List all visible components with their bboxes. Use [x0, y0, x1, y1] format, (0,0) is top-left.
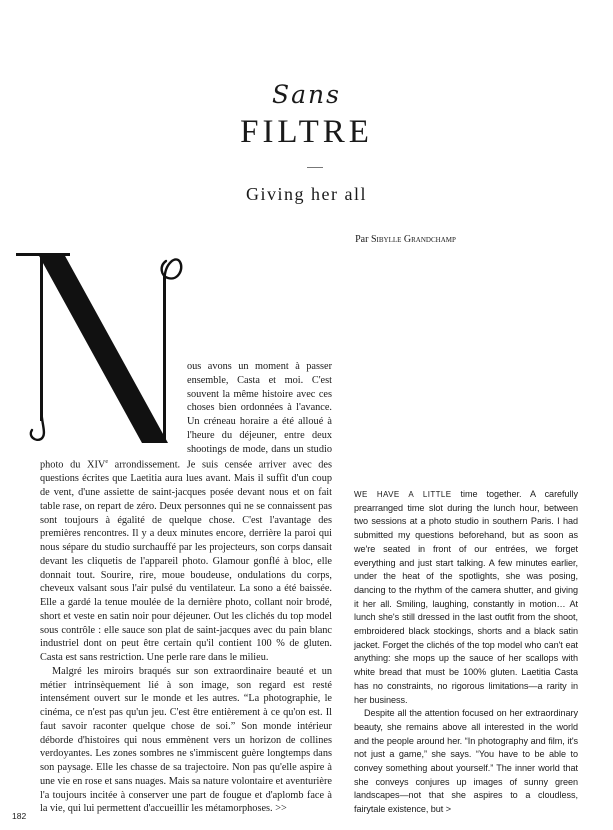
byline-author: Sibylle Grandchamp: [370, 234, 456, 245]
english-continue-mark: >: [445, 804, 452, 815]
french-p1-rest: arrondissement. Je suis censée arriver avec des questions écrites que Laetitia aura lues avant. Mais il suffit d'un coup de vent, d'une assiette de saint-jacques posée devant nous et on fait table rase, on repart de zéro. Deux personnes qui ne se connaissent pas sont toujours à égalité de quelque chose. C'est l'avantage des premières rencontres. Il y a deux minutes encore, derrière la paroi qui nous sépare du studio surchauffé par les projecteurs, son corps dansait devant les cliquetis de l'appareil photo. Glamour gonflé à bloc, elle donnait tout. Sourire, rire, moue boudeuse, ondulations du corps, cheveux valsant sous l'air pulsé du ventilateur. La sono a été baissée. Elle a gardé la tenue moulée de la dernière photo, collant noir brodé, short et veste en satin noir pour déjeuner. Out les clichés du top model sous contrôle : elle sauce son plat de saint-jacques avec du pain blanc industriel dont on peut être certain qu'il contient 100 % de gluten. Casta est sans restriction. Une perle rare dans le milieu.: [40, 459, 333, 664]
byline: [0, 234, 613, 245]
french-p1-roman: XIV: [87, 459, 106, 471]
byline-prefix: Par: [355, 234, 371, 245]
french-p1-sup: e: [105, 459, 109, 466]
headline-kicker: Sans: [272, 80, 341, 109]
subtitle: Giving her all: [246, 184, 367, 204]
french-p1-lead: ous avons un moment à passer ensemble, Casta et moi. C'est souvent la même histoire avec ces choses bien ordonnées à l'avance. Un créneau horaire a été alloué à l'heure du déjeuner, entre deux shootings de mode, dans un studio photo du: [40, 361, 332, 471]
english-paragraph-1: [354, 488, 578, 707]
title-divider: [307, 167, 323, 168]
english-paragraph-2: [354, 707, 578, 817]
english-p2-text: Despite all the attention focused on her extraordinary beauty, she remains above all interested in the world and the people around her. “In photography and film, it's not just a game,” she says. “You have to be able to convey something about yourself.” The inner world that she conveys conjures up images of sunny green landscapes—not that she aspires to a cloudless, fairytale existence, but: [354, 708, 578, 815]
french-paragraph-2: [40, 665, 332, 816]
french-continue-mark: >>: [275, 803, 287, 815]
drop-cap-wrap-space: [40, 360, 187, 455]
english-lead-in: WE HAVE A LITTLE: [354, 490, 452, 499]
english-column: [354, 488, 578, 817]
french-column: [40, 360, 332, 816]
french-p2-text: Malgré les miroirs braqués sur son extraordinaire beauté et un métier intrinsèquement lié à son image, son regard est resté intensément ouvert sur le monde et les autres. “La photographie, le cinéma, ce n'est pas qu'un jeu. C'est être entièrement à ce qu'on est. Il faut savoir raconter quelque chose de soi.” Son monde intérieur déborde d'histoires qui nous emmènent vers un horizon de collines verdoyantes. Les zones sombres ne s'immiscent guère longtemps dans son paysage. Elle les chasse de sa trajectoire. Non pas qu'elle aspire à une vie en rose et sans nuages. Mais sa nature volontaire et aventurière l'a toujours incitée à conserver une part de fougue et d'aplomb face à la vie, qui lui permettent d'accueillir les métamorphoses.: [40, 665, 332, 815]
page-number: 182: [12, 811, 27, 821]
headline-title: FILTRE: [240, 114, 373, 150]
english-p1-text: time together. A carefully prearranged time slot during the lunch hour, between two sessions at a photo studio in southern Paris. I had submitted my questions beforehand, but as soon as we're seated in front of our entrées, we forget everything and just start talking. A few minutes earlier, under the heat of the spotlights, she was posing, dancing to the rhythm of the camera shutter, and giving it her all. Smiling, laughing, constantly in motion… At lunch she's still dressed in the last outfit from the shoot, embroidered black stockings, shorts and a black satin jacket. Forget the clichés of the top model who can't eat anything: she mops up the sauce of her scallops with white bread that must be 100% gluten. Laetitia Casta has no constraints, no rigorous limitations—a rarity in her business.: [354, 489, 578, 705]
